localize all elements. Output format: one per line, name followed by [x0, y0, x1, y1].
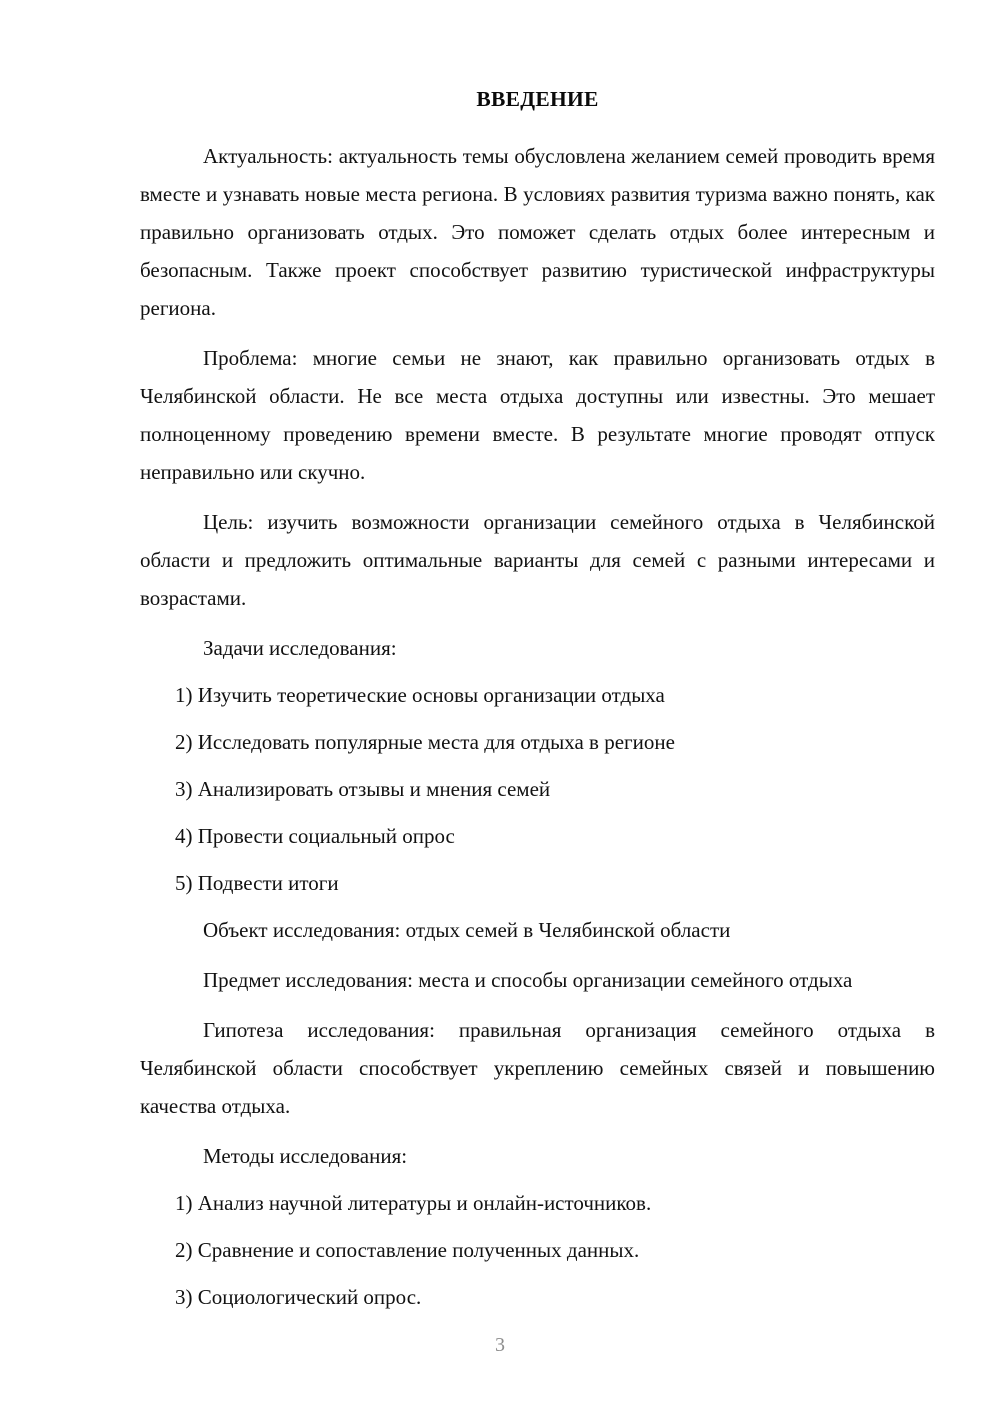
tasks-heading: Задачи исследования: [203, 635, 397, 660]
list-item: 5) Подвести итоги [175, 870, 339, 895]
methods-list [140, 1184, 935, 1316]
document-body [140, 86, 935, 1325]
tasks-list [140, 676, 935, 902]
list-item: 1) Изучить теоретические основы организации отдыха [175, 682, 665, 707]
paragraph-problem: Проблема: многие семьи не знают, как правильно организовать отдых в Челябинской области. Не все места отдыха доступны или известны. Это мешает полноценному проведению времени вместе. В результате многие проводят отпуск неправильно или скучно. [140, 345, 935, 484]
list-item: 2) Исследовать популярные места для отдыха в регионе [175, 729, 675, 754]
paragraph-object: Объект исследования: отдых семей в Челябинской области [203, 917, 731, 942]
methods-heading: Методы исследования: [203, 1143, 408, 1168]
page-number: 3 [495, 1334, 505, 1356]
paragraph-hypothesis: Гипотеза исследования: правильная организация семейного отдыха в Челябинской области способствует укреплению семейных связей и повышению качества отдыха. [140, 1017, 935, 1118]
paragraph-relevance: Актуальность: актуальность темы обусловлена желанием семей проводить время вместе и узнавать новые места региона. В условиях развития туризма важно понять, как правильно организовать отдых. Это поможет сделать отдых более интересным и безопасным. Также проект способствует развитию туристической инфраструктуры региона. [140, 143, 935, 320]
list-item: 1) Анализ научной литературы и онлайн-источников. [175, 1190, 652, 1215]
paragraph-subject: Предмет исследования: места и способы организации семейного отдыха [203, 967, 853, 992]
list-item: 4) Провести социальный опрос [175, 823, 455, 848]
list-item: 2) Сравнение и сопоставление полученных данных. [175, 1237, 640, 1262]
list-item: 3) Анализировать отзывы и мнения семей [175, 776, 551, 801]
paragraph-goal: Цель: изучить возможности организации семейного отдыха в Челябинской области и предложить оптимальные варианты для семей с разными интересами и возрастами. [140, 509, 935, 610]
list-item: 3) Социологический опрос. [175, 1284, 422, 1309]
page-title: ВВЕДЕНИЕ [476, 87, 599, 111]
